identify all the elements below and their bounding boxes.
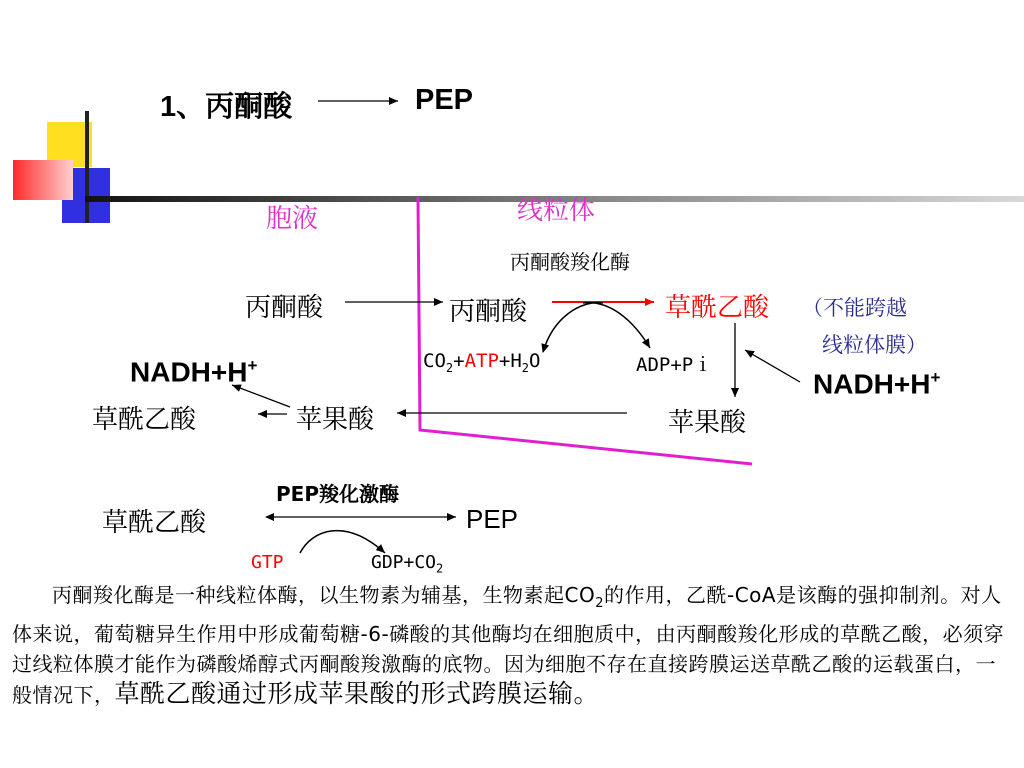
enzyme-carboxylase-label: 丙酮酸羧化酶: [510, 250, 630, 274]
membrane-note-line2: 线粒体膜）: [822, 333, 927, 357]
pyruvate-cytosol: 丙酮酸: [245, 293, 324, 323]
oaa-cytosol: 草酰乙酸: [92, 405, 197, 435]
cofactor-gtp: GTP: [251, 552, 284, 573]
adp-pi-output-curve: [583, 303, 650, 348]
h2o-post: O: [529, 350, 541, 372]
paragraph-part3: 草酰乙酸通过形成苹果酸的形式跨膜运输。: [114, 679, 600, 708]
cofactor-gdp-co2: [371, 552, 443, 576]
region-mitochondria-label: 线粒体: [517, 196, 596, 226]
paragraph-part1: 丙酮羧化酶是一种线粒体酶，以生物素为辅基，生物素起CO: [52, 583, 596, 607]
nadh-right-sup: +: [930, 368, 941, 387]
slide-title: [160, 84, 292, 125]
h2o-pre: +H: [498, 350, 522, 372]
nadh-left: [130, 356, 257, 388]
pyruvate-mitochondria: 丙酮酸: [449, 297, 528, 327]
paragraph-part2: 的作用，乙酰-CoA是该酶的强抑制剂。对人体来说，葡萄糖异生作用中形成葡萄糖-6-磷酸的其他酶均在细胞质中，由丙酮酸羧化形成的草酰乙酸，必须穿过线粒体膜才能作为磷酸烯醇式丙酮酸羧激酶的底物。因为细胞不存在直接跨膜运送草酰乙酸的运载蛋白，一般情况下，: [12, 583, 1005, 707]
gtp-gdp-curve: [300, 531, 385, 553]
gdp-sub: 2: [436, 561, 444, 576]
malate-cytosol: 苹果酸: [296, 405, 375, 435]
cofactor-co2-atp-h2o: [423, 350, 540, 375]
h2o-sub: 2: [521, 360, 530, 375]
enzyme-pepck-label: PEP羧化激酶: [276, 482, 399, 506]
title-prefix: 1、丙酮酸: [160, 91, 293, 123]
explanation-paragraph: [12, 580, 1016, 710]
cofactor-adp-pi: ADP+Pｉ: [636, 354, 713, 376]
title-product: PEP: [415, 84, 474, 116]
paragraph-sub: 2: [595, 596, 604, 611]
membrane-note-line1: （不能跨越: [802, 296, 907, 320]
oaa-mitochondria: 草酰乙酸: [665, 293, 770, 323]
co2-atp-input-curve: [543, 303, 603, 352]
gdp-text: GDP+CO: [371, 552, 437, 573]
region-cytosol-label: 胞液: [266, 204, 319, 234]
malate-mitochondria: 苹果酸: [668, 408, 747, 438]
nadh-left-sup: +: [247, 356, 258, 375]
co2-sub: 2: [445, 360, 454, 375]
plus-text: +: [453, 350, 465, 372]
atp-text: ATP: [464, 350, 499, 372]
nadh-right-text: NADH+H: [813, 368, 931, 400]
nadh-right: [813, 368, 940, 400]
pep-product: PEP: [466, 504, 519, 534]
nadh-left-text: NADH+H: [130, 356, 248, 388]
co2-text: CO: [423, 350, 446, 372]
nadh-right-arrow: [745, 350, 800, 382]
oaa-pepck-substrate: 草酰乙酸: [102, 508, 207, 538]
